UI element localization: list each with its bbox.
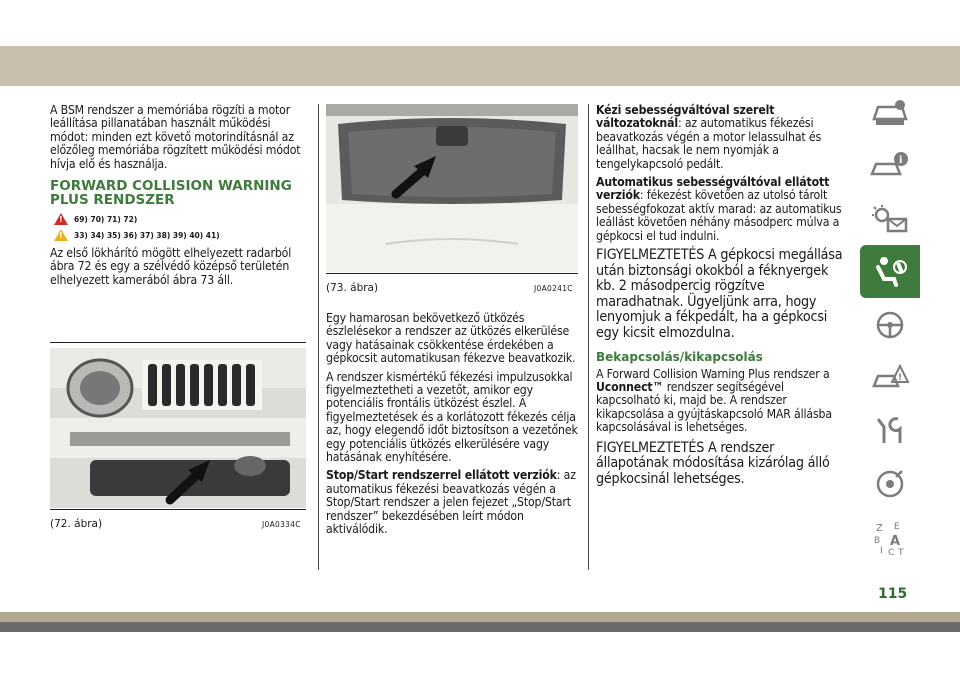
tab-steering[interactable]	[860, 298, 920, 351]
svg-text:C: C	[888, 547, 895, 557]
svg-text:!: !	[898, 372, 903, 383]
section-heading-line2: PLUS RENDSZER	[50, 192, 175, 209]
car-front-bumper-image	[50, 348, 306, 508]
manual-gearbox-label: Kézi sebességváltóval szerelt változatoknál	[596, 103, 775, 131]
stop-start-paragraph	[326, 469, 578, 536]
svg-text:i: i	[899, 154, 903, 166]
section-heading	[50, 179, 308, 207]
uconnect-label: Uconnect™	[596, 380, 664, 395]
windshield-camera-image	[326, 104, 578, 272]
caution-triangle-icon: !	[54, 229, 68, 241]
column-3	[596, 104, 848, 495]
svg-text:E: E	[894, 521, 900, 532]
tab-car-dashboard[interactable]	[860, 86, 920, 139]
lights-mail-icon	[870, 203, 910, 235]
manual-gearbox-paragraph	[596, 104, 848, 171]
warning-refs-orange	[54, 229, 308, 241]
svg-text:A: A	[890, 533, 901, 549]
seat-airbag-icon	[870, 255, 910, 289]
tab-warning-car[interactable]	[860, 351, 920, 404]
tab-index[interactable]	[860, 510, 920, 563]
index-icon	[870, 517, 910, 557]
stop-start-text: : az automatikus fékezési beavatkozás végén a Stop/Start rendszer a jelen fejezet „Stop/Start rendszer” bekezdésében leírt módon aktiválódik.	[326, 468, 576, 537]
top-color-strip	[0, 46, 960, 86]
column-2	[326, 312, 578, 542]
bottom-band	[0, 612, 960, 622]
figure-73	[326, 104, 578, 274]
page-number: 115	[878, 586, 908, 602]
automatic-gearbox-label: Automatikus sebességváltóval ellátott verziók	[596, 175, 830, 203]
brake-impulse-paragraph: A rendszer kismértékű fékezési impulzusokkal figyelmeztetheti a vezetőt, amikor egy potenciális frontális ütközést észlel. A figyelmeztetések és a korlátozott fékezés célja az, hogy elegendő időt biztosítson a vezetőnek egy potenciális ütközés elkerülésére vagy hatásának enyhítésére.	[326, 369, 578, 465]
tab-multimedia[interactable]	[860, 457, 920, 510]
uconnect-text-b: rendszer segítségével kapcsolható ki, majd be. A rendszer kikapcsolása a gyújtáskapcsoló MAR állásba kapcsolásával is lehetséges.	[596, 380, 832, 435]
bsm-intro-paragraph: A BSM rendszer a memóriába rögzíti a motor leállítása pillanatában használt működési módot: minden ezt követő motorindításnál az előzőleg memóriába rögzített működési módot hívja elő és használja.	[50, 103, 301, 171]
car-dashboard-icon	[870, 97, 910, 129]
bottom-area	[0, 632, 960, 678]
svg-text:I: I	[880, 545, 883, 556]
on-off-subheading: Bekapcsolás/kikapcsolás	[596, 349, 763, 364]
column-1	[50, 104, 308, 292]
automatic-gearbox-paragraph	[596, 176, 848, 243]
figure-72-code: J0A0334C	[262, 520, 301, 529]
warning-triangle-icon: !	[54, 213, 68, 225]
manual-gearbox-text: : az automatikus fékezési beavatkozás végén a motor lelassulhat és leállhat, hacsak le nem nyomják a tengelykapcsoló pedált.	[596, 116, 822, 171]
automatic-gearbox-text: : fékezést követően az utolsó tárolt sebességfokozat aktív marad: az automatikus leállást követően néhány másodperc múlva a gépkocsi el tud indulni.	[596, 188, 842, 243]
tab-car-info[interactable]	[860, 139, 920, 192]
figure-73-caption: (73. ábra)	[326, 282, 379, 294]
steering-wheel-icon	[870, 309, 910, 341]
chapter-tabs	[860, 86, 920, 563]
stop-start-label: Stop/Start rendszerrel ellátott verziók	[326, 468, 557, 483]
car-info-icon	[870, 150, 910, 182]
tools-icon	[870, 415, 910, 447]
svg-text:B: B	[874, 535, 881, 546]
bottom-band-dark	[0, 622, 960, 632]
uconnect-paragraph	[596, 368, 848, 435]
svg-text:T: T	[898, 547, 904, 557]
top-band-strip-wrap	[0, 0, 960, 60]
multimedia-icon	[870, 467, 910, 501]
radar-camera-paragraph: Az első lökhárító mögött elhelyezett radarból ábra 72 és egy a szélvédő középső területén elhelyezett kamerából ábra 73 áll.	[50, 246, 292, 287]
figure-73-code: J0A0241C	[534, 284, 573, 293]
tab-lights-mail[interactable]	[860, 192, 920, 245]
figure-72-caption: (72. ábra)	[50, 518, 103, 530]
warning-car-icon	[870, 362, 910, 394]
figure-72	[50, 342, 306, 510]
warning-calipers: FIGYELMEZTETÉS A gépkocsi megállása után biztonsági okokból a féknyergek kb. 2 másodpercig rögzítve maradhatnak. Ügyeljünk arra, hogy lenyomjuk a fékpedált, ha a gépkocsi egy kicsit elmozdulna.	[596, 247, 843, 342]
section-heading-line1: FORWARD COLLISION WARNING	[50, 178, 292, 195]
svg-text:Z: Z	[876, 522, 883, 534]
tab-tools[interactable]	[860, 404, 920, 457]
tab-safety[interactable]	[860, 245, 920, 298]
column-divider-1	[318, 104, 319, 570]
collision-detect-paragraph: Egy hamarosan bekövetkező ütközés észlelésekor a rendszer az ütközés elkerülése vagy hatásainak csökkentése érdekében a gépkocsit automatikusan fékezve beavatkozik.	[326, 311, 576, 366]
warning-refs-red-text: 69) 70) 71) 72)	[74, 214, 138, 224]
uconnect-text-a: A Forward Collision Warning Plus rendszer a	[596, 366, 830, 381]
warning-refs-orange-text: 33) 34) 35) 36) 37) 38) 39) 40) 41)	[74, 230, 220, 240]
warning-stationary: FIGYELMEZTETÉS A rendszer állapotának módosítása kizárólag álló gépkocsinál lehetséges.	[596, 439, 830, 487]
warning-refs-red	[54, 213, 308, 225]
column-divider-2	[588, 104, 589, 570]
